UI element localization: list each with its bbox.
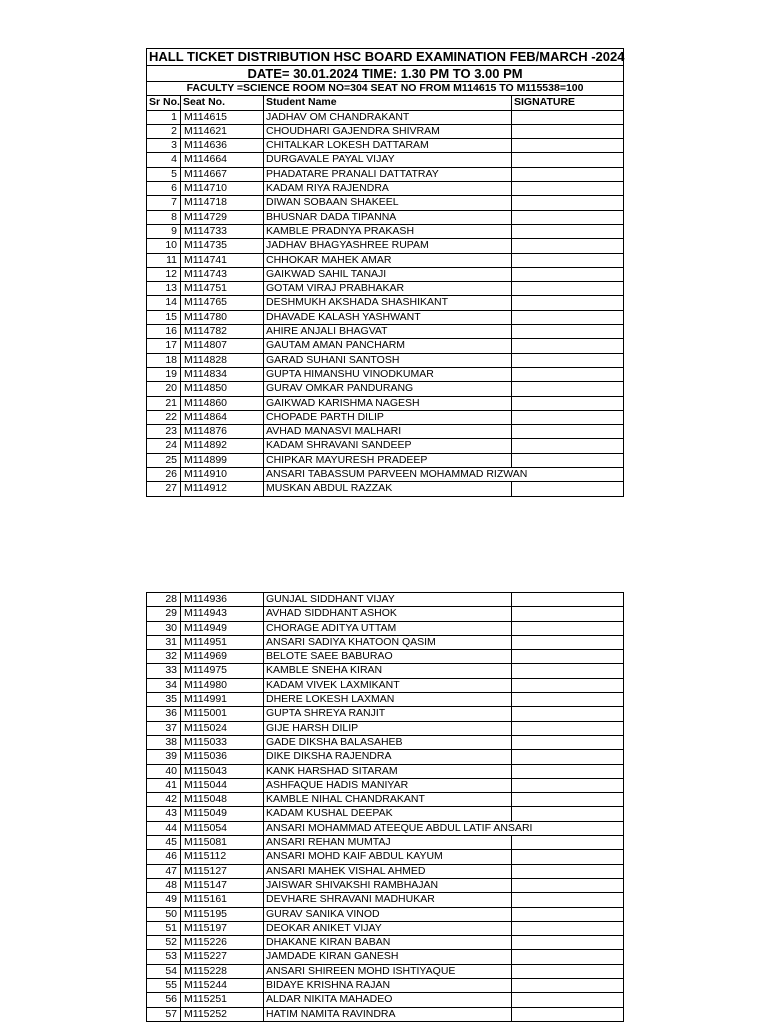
seat-cell: M115252 [181, 1007, 264, 1021]
seat-cell: M115048 [181, 793, 264, 807]
table-row [147, 339, 624, 353]
table-row [147, 410, 624, 424]
date-time-line: DATE= 30.01.2024 TIME: 1.30 PM TO 3.00 PM [147, 66, 624, 82]
signature-cell [512, 124, 624, 138]
seat-cell: M114741 [181, 253, 264, 267]
table-row [147, 239, 624, 253]
signature-cell [512, 907, 624, 921]
name-cell: KAMBLE NIHAL CHANDRAKANT [264, 793, 512, 807]
name-cell: ANSARI REHAN MUMTAJ [264, 836, 512, 850]
signature-cell [512, 621, 624, 635]
seat-cell: M115024 [181, 721, 264, 735]
table-row [147, 196, 624, 210]
document-title: HALL TICKET DISTRIBUTION HSC BOARD EXAMINATION FEB/MARCH -2024 [147, 49, 624, 66]
name-cell: KADAM RIYA RAJENDRA [264, 182, 512, 196]
table-row [147, 267, 624, 281]
sr-cell: 40 [147, 764, 181, 778]
name-cell: GAIKWAD KARISHMA NAGESH [264, 396, 512, 410]
sr-cell: 50 [147, 907, 181, 921]
table-row [147, 167, 624, 181]
name-cell: ANSARI MOHD KAIF ABDUL KAYUM [264, 850, 512, 864]
sr-cell: 45 [147, 836, 181, 850]
seat-cell: M114936 [181, 593, 264, 607]
table-row [147, 707, 624, 721]
signature-cell [512, 410, 624, 424]
signature-cell [512, 964, 624, 978]
table-row [147, 807, 624, 821]
seat-cell: M115244 [181, 979, 264, 993]
name-cell: DIWAN SOBAAN SHAKEEL [264, 196, 512, 210]
signature-cell [512, 664, 624, 678]
sr-cell: 27 [147, 482, 181, 496]
sr-cell: 25 [147, 453, 181, 467]
table-row [147, 282, 624, 296]
sr-cell: 46 [147, 850, 181, 864]
seat-cell: M115228 [181, 964, 264, 978]
signature-cell [512, 864, 624, 878]
sr-cell: 52 [147, 936, 181, 950]
seat-cell: M114860 [181, 396, 264, 410]
table-row [147, 678, 624, 692]
signature-cell [512, 310, 624, 324]
seat-cell: M114733 [181, 224, 264, 238]
sr-cell: 56 [147, 993, 181, 1007]
name-cell: ANSARI MAHEK VISHAL AHMED [264, 864, 512, 878]
sr-cell: 21 [147, 396, 181, 410]
table-row [147, 296, 624, 310]
sr-cell: 48 [147, 878, 181, 892]
table-row [147, 878, 624, 892]
sr-cell: 17 [147, 339, 181, 353]
name-cell: ASHFAQUE HADIS MANIYAR [264, 778, 512, 792]
sr-cell: 16 [147, 325, 181, 339]
sr-cell: 23 [147, 425, 181, 439]
attendance-table-first [146, 48, 624, 497]
sr-cell: 37 [147, 721, 181, 735]
signature-cell [512, 764, 624, 778]
name-cell: GARAD SUHANI SANTOSH [264, 353, 512, 367]
seat-cell: M115033 [181, 735, 264, 749]
seat-cell: M114876 [181, 425, 264, 439]
name-cell: GURAV SANIKA VINOD [264, 907, 512, 921]
name-cell: GURAV OMKAR PANDURANG [264, 382, 512, 396]
sr-cell: 24 [147, 439, 181, 453]
attendance-table-second [146, 592, 624, 1022]
name-cell: KAMBLE PRADNYA PRAKASH [264, 224, 512, 238]
sr-cell: 30 [147, 621, 181, 635]
sr-cell: 9 [147, 224, 181, 238]
seat-cell: M114621 [181, 124, 264, 138]
name-cell: DURGAVALE PAYAL VIJAY [264, 153, 512, 167]
name-cell: DEVHARE SHRAVANI MADHUKAR [264, 893, 512, 907]
sr-cell: 11 [147, 253, 181, 267]
table-row [147, 850, 624, 864]
signature-cell [512, 878, 624, 892]
seat-cell: M114710 [181, 182, 264, 196]
table-row [147, 425, 624, 439]
seat-cell: M114912 [181, 482, 264, 496]
sr-cell: 2 [147, 124, 181, 138]
sr-cell: 53 [147, 950, 181, 964]
signature-cell [512, 693, 624, 707]
sr-cell: 51 [147, 921, 181, 935]
signature-cell [512, 182, 624, 196]
signature-cell [512, 296, 624, 310]
name-cell: JADHAV OM CHANDRAKANT [264, 110, 512, 124]
sr-cell: 1 [147, 110, 181, 124]
table-row [147, 650, 624, 664]
signature-cell [512, 593, 624, 607]
name-cell: KANK HARSHAD SITARAM [264, 764, 512, 778]
table-row [147, 153, 624, 167]
table-row [147, 124, 624, 138]
seat-cell: M115251 [181, 993, 264, 1007]
table-row [147, 907, 624, 921]
signature-cell [512, 468, 624, 482]
table-row [147, 864, 624, 878]
sr-cell: 8 [147, 210, 181, 224]
seat-cell: M115001 [181, 707, 264, 721]
signature-cell [512, 210, 624, 224]
sr-cell: 12 [147, 267, 181, 281]
seat-cell: M114735 [181, 239, 264, 253]
sr-cell: 42 [147, 793, 181, 807]
seat-cell: M114892 [181, 439, 264, 453]
name-cell: GUPTA HIMANSHU VINODKUMAR [264, 367, 512, 381]
signature-cell [512, 110, 624, 124]
signature-cell [512, 936, 624, 950]
name-cell: DHAVADE KALASH YASHWANT [264, 310, 512, 324]
table-row [147, 439, 624, 453]
seat-cell: M115226 [181, 936, 264, 950]
signature-cell [512, 253, 624, 267]
sr-cell: 39 [147, 750, 181, 764]
name-cell: DIKE DIKSHA RAJENDRA [264, 750, 512, 764]
seat-cell: M114782 [181, 325, 264, 339]
name-cell: JAMDADE KIRAN GANESH [264, 950, 512, 964]
sr-cell: 7 [147, 196, 181, 210]
name-cell: KADAM VIVEK LAXMIKANT [264, 678, 512, 692]
table-row [147, 224, 624, 238]
name-cell: GUPTA SHREYA RANJIT [264, 707, 512, 721]
sr-cell: 47 [147, 864, 181, 878]
table-row [147, 253, 624, 267]
signature-cell [512, 707, 624, 721]
signature-cell [512, 425, 624, 439]
name-cell: BIDAYE KRISHNA RAJAN [264, 979, 512, 993]
signature-cell [512, 139, 624, 153]
signature-cell [512, 979, 624, 993]
seat-cell: M114834 [181, 367, 264, 381]
name-cell: CHORAGE ADITYA UTTAM [264, 621, 512, 635]
name-cell: DESHMUKH AKSHADA SHASHIKANT [264, 296, 512, 310]
signature-cell [512, 396, 624, 410]
seat-cell: M114864 [181, 410, 264, 424]
signature-cell [512, 482, 624, 496]
table-row [147, 310, 624, 324]
name-cell: CHOUDHARI GAJENDRA SHIVRAM [264, 124, 512, 138]
table-row [147, 1007, 624, 1021]
name-cell: DHAKANE KIRAN BABAN [264, 936, 512, 950]
table-row [147, 921, 624, 935]
sr-cell: 22 [147, 410, 181, 424]
seat-cell: M114991 [181, 693, 264, 707]
sr-cell: 4 [147, 153, 181, 167]
name-cell: KADAM KUSHAL DEEPAK [264, 807, 512, 821]
col-header-signature: SIGNATURE [512, 96, 624, 110]
signature-cell [512, 1007, 624, 1021]
sr-cell: 57 [147, 1007, 181, 1021]
table-row [147, 139, 624, 153]
seat-cell: M114828 [181, 353, 264, 367]
signature-cell [512, 778, 624, 792]
table-row [147, 821, 624, 835]
table-row [147, 607, 624, 621]
seat-cell: M114729 [181, 210, 264, 224]
signature-cell [512, 793, 624, 807]
table-row [147, 482, 624, 496]
seat-cell: M115049 [181, 807, 264, 821]
name-cell: KADAM SHRAVANI SANDEEP [264, 439, 512, 453]
seat-cell: M115197 [181, 921, 264, 935]
name-cell: CHHOKAR MAHEK AMAR [264, 253, 512, 267]
signature-cell [512, 921, 624, 935]
signature-cell [512, 836, 624, 850]
table-row [147, 182, 624, 196]
sr-cell: 15 [147, 310, 181, 324]
signature-cell [512, 282, 624, 296]
table-row [147, 950, 624, 964]
seat-cell: M115227 [181, 950, 264, 964]
table-row [147, 936, 624, 950]
table-row [147, 367, 624, 381]
seat-cell: M114949 [181, 621, 264, 635]
seat-cell: M114765 [181, 296, 264, 310]
seat-cell: M114899 [181, 453, 264, 467]
name-cell: ANSARI SHIREEN MOHD ISHTIYAQUE [264, 964, 512, 978]
table-row [147, 453, 624, 467]
signature-cell [512, 735, 624, 749]
name-cell: GOTAM VIRAJ PRABHAKAR [264, 282, 512, 296]
table-row [147, 382, 624, 396]
sr-cell: 10 [147, 239, 181, 253]
signature-cell [512, 993, 624, 1007]
seat-cell: M114664 [181, 153, 264, 167]
name-cell: AVHAD SIDDHANT ASHOK [264, 607, 512, 621]
col-header-seat: Seat No. [181, 96, 264, 110]
name-cell: ANSARI MOHAMMAD ATEEQUE ABDUL LATIF ANSARI [264, 821, 512, 835]
faculty-row [147, 82, 624, 96]
table-row [147, 468, 624, 482]
name-cell: MUSKAN ABDUL RAZZAK [264, 482, 512, 496]
seat-cell: M115044 [181, 778, 264, 792]
sr-cell: 38 [147, 735, 181, 749]
seat-cell: M114718 [181, 196, 264, 210]
signature-cell [512, 893, 624, 907]
signature-cell [512, 224, 624, 238]
table-row [147, 593, 624, 607]
seat-cell: M115054 [181, 821, 264, 835]
seat-cell: M115081 [181, 836, 264, 850]
table-row [147, 110, 624, 124]
table-row [147, 764, 624, 778]
signature-cell [512, 325, 624, 339]
seat-cell: M114943 [181, 607, 264, 621]
sr-cell: 20 [147, 382, 181, 396]
seat-cell: M115147 [181, 878, 264, 892]
sr-cell: 41 [147, 778, 181, 792]
sr-cell: 33 [147, 664, 181, 678]
signature-cell [512, 721, 624, 735]
table-row [147, 993, 624, 1007]
name-cell: HATIM NAMITA RAVINDRA [264, 1007, 512, 1021]
seat-cell: M114743 [181, 267, 264, 281]
col-header-name: Student Name [264, 96, 512, 110]
table-row [147, 621, 624, 635]
table-row [147, 635, 624, 649]
sr-cell: 32 [147, 650, 181, 664]
title-row [147, 49, 624, 66]
sr-cell: 13 [147, 282, 181, 296]
table-row [147, 693, 624, 707]
col-header-sr: Sr No. [147, 96, 181, 110]
signature-cell [512, 167, 624, 181]
seat-cell: M114807 [181, 339, 264, 353]
table-row [147, 778, 624, 792]
name-cell: DEOKAR ANIKET VIJAY [264, 921, 512, 935]
seat-cell: M115127 [181, 864, 264, 878]
seat-cell: M114980 [181, 678, 264, 692]
signature-cell [512, 367, 624, 381]
table-row [147, 396, 624, 410]
name-cell: GUNJAL SIDDHANT VIJAY [264, 593, 512, 607]
seat-cell: M114780 [181, 310, 264, 324]
table-row [147, 210, 624, 224]
seat-cell: M114850 [181, 382, 264, 396]
sr-cell: 49 [147, 893, 181, 907]
signature-cell [512, 453, 624, 467]
name-cell: CHIPKAR MAYURESH PRADEEP [264, 453, 512, 467]
sr-cell: 19 [147, 367, 181, 381]
name-cell: JADHAV BHAGYASHREE RUPAM [264, 239, 512, 253]
sr-cell: 6 [147, 182, 181, 196]
seat-cell: M114667 [181, 167, 264, 181]
sr-cell: 44 [147, 821, 181, 835]
date-row [147, 66, 624, 82]
seat-cell: M115161 [181, 893, 264, 907]
sr-cell: 28 [147, 593, 181, 607]
sr-cell: 36 [147, 707, 181, 721]
name-cell: BHUSNAR DADA TIPANNA [264, 210, 512, 224]
seat-cell: M115195 [181, 907, 264, 921]
signature-cell [512, 607, 624, 621]
seat-cell: M114751 [181, 282, 264, 296]
name-cell: ANSARI TABASSUM PARVEEN MOHAMMAD RIZWAN [264, 468, 512, 482]
table-row [147, 325, 624, 339]
sr-cell: 34 [147, 678, 181, 692]
name-cell: KAMBLE SNEHA KIRAN [264, 664, 512, 678]
name-cell: GADE DIKSHA BALASAHEB [264, 735, 512, 749]
table-row [147, 793, 624, 807]
seat-cell: M114615 [181, 110, 264, 124]
signature-cell [512, 750, 624, 764]
seat-cell: M115036 [181, 750, 264, 764]
seat-cell: M114969 [181, 650, 264, 664]
signature-cell [512, 807, 624, 821]
sr-cell: 18 [147, 353, 181, 367]
signature-cell [512, 239, 624, 253]
sr-cell: 55 [147, 979, 181, 993]
name-cell: JAISWAR SHIVAKSHI RAMBHAJAN [264, 878, 512, 892]
sr-cell: 43 [147, 807, 181, 821]
sr-cell: 54 [147, 964, 181, 978]
name-cell: BELOTE SAEE BABURAO [264, 650, 512, 664]
table-row [147, 964, 624, 978]
name-cell: GAUTAM AMAN PANCHARM [264, 339, 512, 353]
signature-cell [512, 850, 624, 864]
name-cell: GIJE HARSH DILIP [264, 721, 512, 735]
signature-cell [512, 950, 624, 964]
name-cell: AVHAD MANASVI MALHARI [264, 425, 512, 439]
name-cell: CHITALKAR LOKESH DATTARAM [264, 139, 512, 153]
signature-cell [512, 339, 624, 353]
name-cell: PHADATARE PRANALI DATTATRAY [264, 167, 512, 181]
table-row [147, 893, 624, 907]
seat-cell: M114975 [181, 664, 264, 678]
seat-cell: M114910 [181, 468, 264, 482]
signature-cell [512, 635, 624, 649]
seat-cell: M115043 [181, 764, 264, 778]
signature-cell [512, 153, 624, 167]
name-cell: DHERE LOKESH LAXMAN [264, 693, 512, 707]
table-row [147, 735, 624, 749]
sr-cell: 26 [147, 468, 181, 482]
table-row [147, 353, 624, 367]
faculty-room-line: FACULTY =SCIENCE ROOM NO=304 SEAT NO FROM M114615 TO M115538=100 [147, 82, 624, 96]
signature-cell [512, 678, 624, 692]
signature-cell [512, 267, 624, 281]
table-row [147, 750, 624, 764]
column-header-row [147, 96, 624, 110]
signature-cell [512, 353, 624, 367]
name-cell: GAIKWAD SAHIL TANAJI [264, 267, 512, 281]
sr-cell: 29 [147, 607, 181, 621]
signature-cell [512, 382, 624, 396]
table-row [147, 836, 624, 850]
signature-cell [512, 650, 624, 664]
sr-cell: 31 [147, 635, 181, 649]
seat-cell: M114636 [181, 139, 264, 153]
seat-cell: M114951 [181, 635, 264, 649]
sr-cell: 35 [147, 693, 181, 707]
seat-cell: M115112 [181, 850, 264, 864]
table-row [147, 664, 624, 678]
table-row [147, 979, 624, 993]
signature-cell [512, 439, 624, 453]
sr-cell: 5 [147, 167, 181, 181]
sr-cell: 14 [147, 296, 181, 310]
name-cell: ALDAR NIKITA MAHADEO [264, 993, 512, 1007]
table-row [147, 721, 624, 735]
signature-cell [512, 196, 624, 210]
name-cell: AHIRE ANJALI BHAGVAT [264, 325, 512, 339]
sr-cell: 3 [147, 139, 181, 153]
name-cell: ANSARI SADIYA KHATOON QASIM [264, 635, 512, 649]
name-cell: CHOPADE PARTH DILIP [264, 410, 512, 424]
